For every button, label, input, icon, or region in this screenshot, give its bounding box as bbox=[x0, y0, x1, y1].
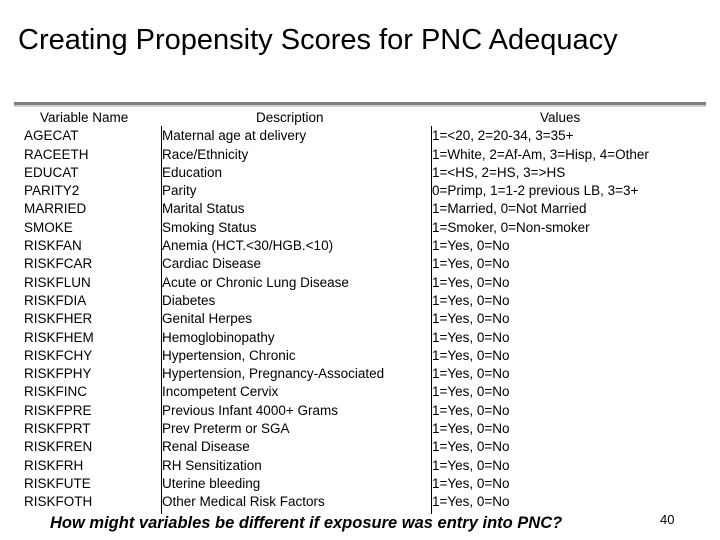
cell-variable-name: RISKFPRE bbox=[24, 402, 92, 418]
cell-description: Incompetent Cervix bbox=[162, 384, 279, 400]
cell-description: Hypertension, Chronic bbox=[162, 347, 296, 363]
cell-description: Cardiac Disease bbox=[162, 256, 262, 272]
table-row bbox=[0, 365, 720, 383]
cell-values: 1=Yes, 0=No bbox=[432, 311, 510, 327]
table-row bbox=[0, 493, 720, 511]
cell-variable-name: RISKFHER bbox=[24, 311, 93, 327]
table-row bbox=[0, 127, 720, 145]
cell-variable-name: EDUCAT bbox=[24, 164, 79, 180]
cell-description: Prev Preterm or SGA bbox=[162, 421, 290, 437]
cell-values: 1=Married, 0=Not Married bbox=[432, 201, 587, 217]
cell-description: Hypertension, Pregnancy-Associated bbox=[162, 366, 385, 382]
cell-values: 1=Yes, 0=No bbox=[432, 329, 510, 345]
cell-values: 1=Yes, 0=No bbox=[432, 347, 510, 363]
table-row bbox=[0, 182, 720, 200]
cell-description: Race/Ethnicity bbox=[162, 146, 249, 162]
cell-variable-name: RISKFUTE bbox=[24, 475, 91, 491]
header-values: Values bbox=[540, 110, 581, 125]
cell-description: Genital Herpes bbox=[162, 311, 253, 327]
cell-variable-name: SMOKE bbox=[24, 219, 73, 235]
cell-description: Uterine bleeding bbox=[162, 475, 261, 491]
cell-description: Marital Status bbox=[162, 201, 245, 217]
table-row bbox=[0, 438, 720, 456]
cell-values: 0=Primp, 1=1-2 previous LB, 3=3+ bbox=[432, 183, 639, 199]
cell-values: 1=<HS, 2=HS, 3=>HS bbox=[432, 164, 566, 180]
cell-values: 1=Yes, 0=No bbox=[432, 366, 510, 382]
cell-description: Renal Disease bbox=[162, 439, 250, 455]
cell-variable-name: AGECAT bbox=[24, 128, 79, 144]
cell-variable-name: RISKFAN bbox=[24, 238, 82, 254]
table-row bbox=[0, 292, 720, 310]
cell-variable-name: RISKFREN bbox=[24, 439, 93, 455]
discussion-question: How might variables be different if exposure was entry into PNC? bbox=[50, 514, 563, 532]
slide-title: Creating Propensity Scores for PNC Adequacy bbox=[18, 24, 618, 56]
table-row bbox=[0, 420, 720, 438]
cell-values: 1=Yes, 0=No bbox=[432, 494, 510, 510]
table-row bbox=[0, 200, 720, 218]
cell-description: Other Medical Risk Factors bbox=[162, 494, 325, 510]
table-row bbox=[0, 310, 720, 328]
cell-description: Maternal age at delivery bbox=[162, 128, 307, 144]
table-row bbox=[0, 383, 720, 401]
variables-table bbox=[0, 109, 720, 512]
table-row bbox=[0, 475, 720, 493]
table-row bbox=[0, 219, 720, 237]
cell-description: Smoking Status bbox=[162, 219, 257, 235]
cell-values: 1=Yes, 0=No bbox=[432, 421, 510, 437]
table-row bbox=[0, 457, 720, 475]
header-variable-name: Variable Name bbox=[40, 110, 129, 125]
table-row bbox=[0, 274, 720, 292]
table-row bbox=[0, 402, 720, 420]
cell-description: RH Sensitization bbox=[162, 457, 262, 473]
cell-variable-name: RACEETH bbox=[24, 146, 89, 162]
cell-description: Anemia (HCT.<30/HGB.<10) bbox=[162, 238, 334, 254]
cell-values: 1=Yes, 0=No bbox=[432, 292, 510, 308]
cell-description: Parity bbox=[162, 183, 197, 199]
cell-variable-name: MARRIED bbox=[24, 201, 87, 217]
cell-variable-name: PARITY2 bbox=[24, 183, 80, 199]
cell-values: 1=Yes, 0=No bbox=[432, 402, 510, 418]
cell-description: Acute or Chronic Lung Disease bbox=[162, 274, 349, 290]
cell-variable-name: RISKFOTH bbox=[24, 494, 93, 510]
table-row bbox=[0, 255, 720, 273]
cell-values: 1=<20, 2=20-34, 3=35+ bbox=[432, 128, 574, 144]
table-row bbox=[0, 146, 720, 164]
cell-variable-name: RISKFINC bbox=[24, 384, 88, 400]
table-header-row bbox=[0, 109, 720, 127]
cell-values: 1=Yes, 0=No bbox=[432, 384, 510, 400]
title-divider-shadow bbox=[14, 105, 706, 107]
cell-variable-name: RISKFDIA bbox=[24, 292, 87, 308]
cell-values: 1=Yes, 0=No bbox=[432, 256, 510, 272]
cell-variable-name: RISKFPRT bbox=[24, 421, 91, 437]
table-row bbox=[0, 237, 720, 255]
cell-values: 1=Yes, 0=No bbox=[432, 475, 510, 491]
table-row bbox=[0, 347, 720, 365]
cell-values: 1=Yes, 0=No bbox=[432, 439, 510, 455]
cell-variable-name: RISKFPHY bbox=[24, 366, 92, 382]
cell-description: Diabetes bbox=[162, 292, 216, 308]
table-row bbox=[0, 329, 720, 347]
page-number: 40 bbox=[660, 512, 675, 527]
cell-variable-name: RISKFHEM bbox=[24, 329, 94, 345]
cell-values: 1=Yes, 0=No bbox=[432, 238, 510, 254]
cell-variable-name: RISKFLUN bbox=[24, 274, 91, 290]
cell-values: 1=White, 2=Af-Am, 3=Hisp, 4=Other bbox=[432, 146, 649, 162]
header-description: Description bbox=[256, 110, 324, 125]
cell-description: Hemoglobinopathy bbox=[162, 329, 275, 345]
cell-variable-name: RISKFCHY bbox=[24, 347, 93, 363]
cell-values: 1=Yes, 0=No bbox=[432, 274, 510, 290]
cell-description: Education bbox=[162, 164, 223, 180]
cell-values: 1=Yes, 0=No bbox=[432, 457, 510, 473]
table-row bbox=[0, 164, 720, 182]
cell-variable-name: RISKFCAR bbox=[24, 256, 93, 272]
cell-description: Previous Infant 4000+ Grams bbox=[162, 402, 338, 418]
cell-variable-name: RISKFRH bbox=[24, 457, 84, 473]
cell-values: 1=Smoker, 0=Non-smoker bbox=[432, 219, 590, 235]
